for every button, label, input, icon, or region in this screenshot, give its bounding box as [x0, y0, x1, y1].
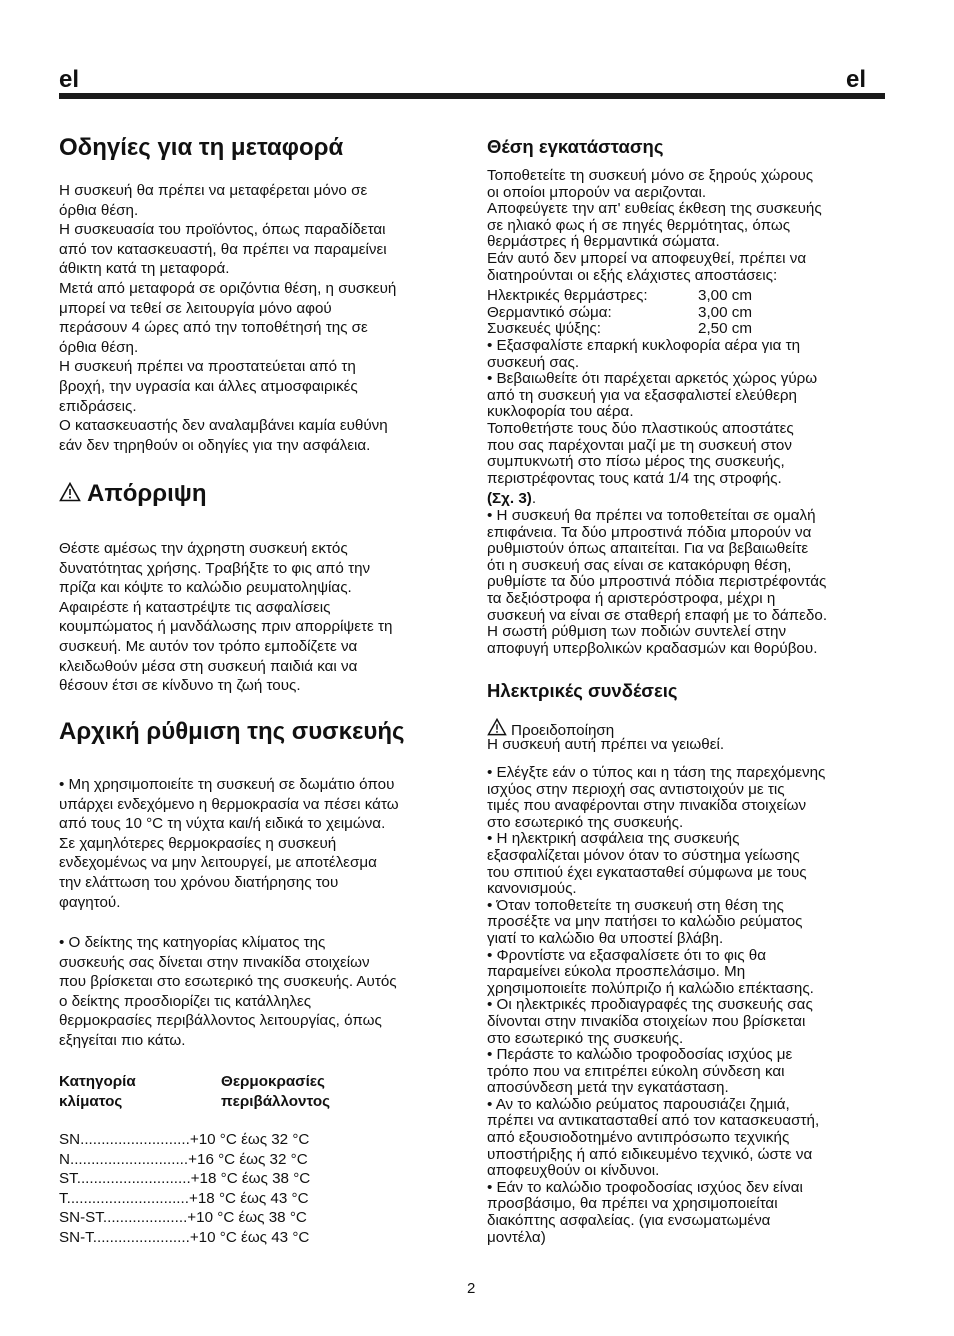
- location-text-1: Τοποθετείτε τη συσκευή μόνο σε ξηρούς χώρους οι οποίοι μπορούν να αεριζονται. Αποφεύγετε την απ' ευθείας έκθεση της συσκευής σε ηλιακό φως ή σε πηγές θερμότητας, όπως θερμάστρες ή θερμαντικά σώματα. Εάν αυτό δεν μπορεί να αποφευχθεί, πρέπει να διατηρούνται οι εξής ελάχιστες αποστάσεις:: [487, 167, 822, 284]
- warning-label: Προειδοποίηση: [511, 722, 615, 739]
- transport-text: Η συσκευή θα πρέπει να μεταφέρεται μόνο σε όρθια θέση. Η συσκευασία του προϊόντος, όπως παραδίδεται από τον κατασκευαστή, θα πρέπει να παραμείνει άθικτη κατά τη μεταφορά. Μετά από μεταφορά σε οριζόντια θέση, η συσκευή μπορεί να τεθεί σε λειτουργία μόνο αφού περάσουν 4 ώρες από την τοποθέτησή της σε όρθια θέση. Η συσκευή πρέπει να προστατεύεται από τη βροχή, την υγρασία και άλλες ατμοσφαιρικές επιδράσεις. Ο κατασκευαστής δεν αναλαμβάνει καμία ευθύνη εάν δεν τηρηθούν οι οδηγίες για την ασφάλεια.: [59, 182, 397, 454]
- figure-reference: (Σχ. 3).: [487, 490, 537, 507]
- disposal-text: Θέστε αμέσως την άχρηστη συσκευή εκτός δυνατότητας χρήσης. Τραβήξτε το φις από την πρίζα και κόψτε το καλώδιο ρευματοληψίας. Αφαιρέστε ή καταστρέψτε τις ασφαλίσεις κουμπώματος ή μανδάλωσης πριν απορρίψετε τη συσκευή. Με αυτόν τον τρόπο εμποδίζετε να κλειδωθούν μέσα στη συσκευή παιδιά και να θέσουν έτσι σε κίνδυνο τη ζωή τους.: [59, 540, 393, 695]
- warning-icon: [59, 481, 81, 509]
- climate-row: SN-T.......................+10 °C έως 43 °C: [59, 1229, 310, 1246]
- setup-text-2: • Ο δείκτης της κατηγορίας κλίματος της συσκευής σας δίνεται στην πινακίδα στοιχείων που βρίσκεται στο εσωτερικό της συσκευής. Αυτός ο δείκτης προσδιορίζει τις κατάλληλες θερμοκρασίες περιβάλλοντος λειτουργίας, όπως εξηγείται πιο κάτω.: [59, 934, 397, 1049]
- setup-heading: Αρχική ρύθμιση της συσκευής: [59, 718, 405, 745]
- transport-heading: Οδηγίες για τη μεταφορά: [59, 134, 344, 161]
- climate-row: SN-ST....................+10 °C έως 38 °C: [59, 1209, 307, 1227]
- page-number: 2: [467, 1280, 476, 1297]
- setup-text-1: • Μη χρησιμοποιείτε τη συσκευή σε δωμάτιο όπου υπάρχει ενδεχόμενο η θερμοκρασία να πέσει κάτω από τους 10 °C τη νύχτα και/ή ειδικά το χειμώνα. Σε χαμηλότερες θερμοκρασίες η συσκευή ενδεχομένως να μην λειτουργεί, με αποτέλεσμα την ελάττωση του χρόνου διατήρησης του φαγητού.: [59, 776, 399, 911]
- climate-row: ST...........................+18 °C έως 38 °C: [59, 1170, 311, 1188]
- warning-text: Η συσκευή αυτή πρέπει να γειωθεί.: [487, 736, 725, 753]
- header-rule: [59, 93, 885, 99]
- electrical-text: • Ελέγξτε εάν ο τύπος και η τάση της παρεχόμενης ισχύος στην περιοχή σας αντιστοιχούν με τις τιμές που αναφέρονται στην πινακίδα στοιχείων στο εσωτερικό της συσκευής. • Η ηλεκτρική ασφάλεια της συσκευής εξασφαλίζεται μόνον όταν το σύστημα γείωσης του σπιτιού έχει εγκατασταθεί σύμφωνα με τους κανονισμούς. • Όταν τοποθετείτε τη συσκευή στη θέση της προσέξτε να μην πατήσει το καλώδιο ρεύματος γιατί το καλώδιο θα υποστεί βλάβη. • Φροντίστε να εξασφαλίσετε ότι το φις θα παραμείνει εύκολα προσπελάσιμο. Μη χρησιμοποιείτε πολύπριζο ή καλώδιο επέκτασης. • Οι ηλεκτρικές προδιαγραφές της συσκευής σας δίνονται στην πινακίδα στοιχείων που βρίσκεται στο εσωτερικό της συσκευής. • Περάστε το καλώδιο τροφοδοσίας ισχύος με τρόπο που να επιτρέπει εύκολη σύνδεση και αποσύνδεση μετά την εγκατάσταση. • Αν το καλώδιο ρεύματος παρουσιάζει ζημιά, πρέπει να αντικατασταθεί από τον κατασκευαστή, από εξουσιοδοτημένο αντιπρόσωπο τεχνικής υποστήριξης ή από ειδικευμένο τεχνικό, ώστε να αποφευχθούν οι κίνδυνοι. • Εάν το καλώδιο τροφοδοσίας ισχύος δεν είναι προσβάσιμο, θα πρέπει να χρησιμοποιείται διακόπτης ασφαλείας. (για ενσωματωμένα μοντέλα): [487, 764, 826, 1246]
- location-text-2: • Εξασφαλίστε επαρκή κυκλοφορία αέρα για τη συσκευή σας. • Βεβαιωθείτε ότι παρέχεται αρκετός χώρος γύρω από τη συσκευή για να εξασφαλιστεί ελεύθερη κυκλοφορία του αέρα. Τοποθετήστε τους δύο πλαστικούς αποστάτες που σας παρέχονται μαζί με τη συσκευή στον συμπυκνωτή στο πίσω μέρος της συσκευής, περιστρέφοντας τους κατά 1/4 της στροφής.: [487, 337, 818, 487]
- location-heading: Θέση εγκατάστασης: [487, 136, 664, 157]
- distance-row: Ηλεκτρικές θερμάστρες: 3,00 cm: [487, 287, 753, 304]
- climate-temp-header: Θερμοκρασίες περιβάλλοντος: [221, 1073, 331, 1110]
- distance-list: [487, 288, 889, 338]
- language-code-left: el: [59, 66, 80, 93]
- climate-row: T.............................+18 °C έως 43 °C: [59, 1189, 309, 1207]
- distance-row: Συσκευές ψύξης: 2,50 cm: [487, 320, 753, 338]
- electrical-heading: Ηλεκτρικές συνδέσεις: [487, 680, 678, 701]
- distance-row: Θερμαντικό σώμα: 3,00 cm: [487, 303, 753, 321]
- climate-row: SN..........................+10 °C έως 32 °C: [59, 1131, 310, 1148]
- climate-row: N............................+16 °C έως 32 °C: [59, 1150, 308, 1168]
- climate-class-header: Κατηγορία κλίματος: [59, 1073, 136, 1110]
- disposal-heading-label: Απόρριψη: [87, 480, 207, 507]
- language-code-right: el: [846, 66, 867, 93]
- disposal-heading: [59, 480, 206, 509]
- location-text-3: • Η συσκευή θα πρέπει να τοποθετείται σε ομαλή επιφάνεια. Τα δύο μπροστινά πόδια μπορούν να ρυθμιστούν όπως απαιτείται. Για να βεβαιωθείτε ότι η συσκευή σας είναι σε κατακόρυφη θέση, ρυθμίστε τα δύο μπροστινά πόδια περιστρέφοντάς τα δεξιόστροφα ή αριστερόστροφα, μέχρι η συσκευή να είναι σε σταθερή επαφή με το δάπεδο. Η σωστή ρύθμιση των ποδιών συντελεί στην αποφυγή υπερβολικών κραδασμών και θορύβου.: [487, 507, 828, 657]
